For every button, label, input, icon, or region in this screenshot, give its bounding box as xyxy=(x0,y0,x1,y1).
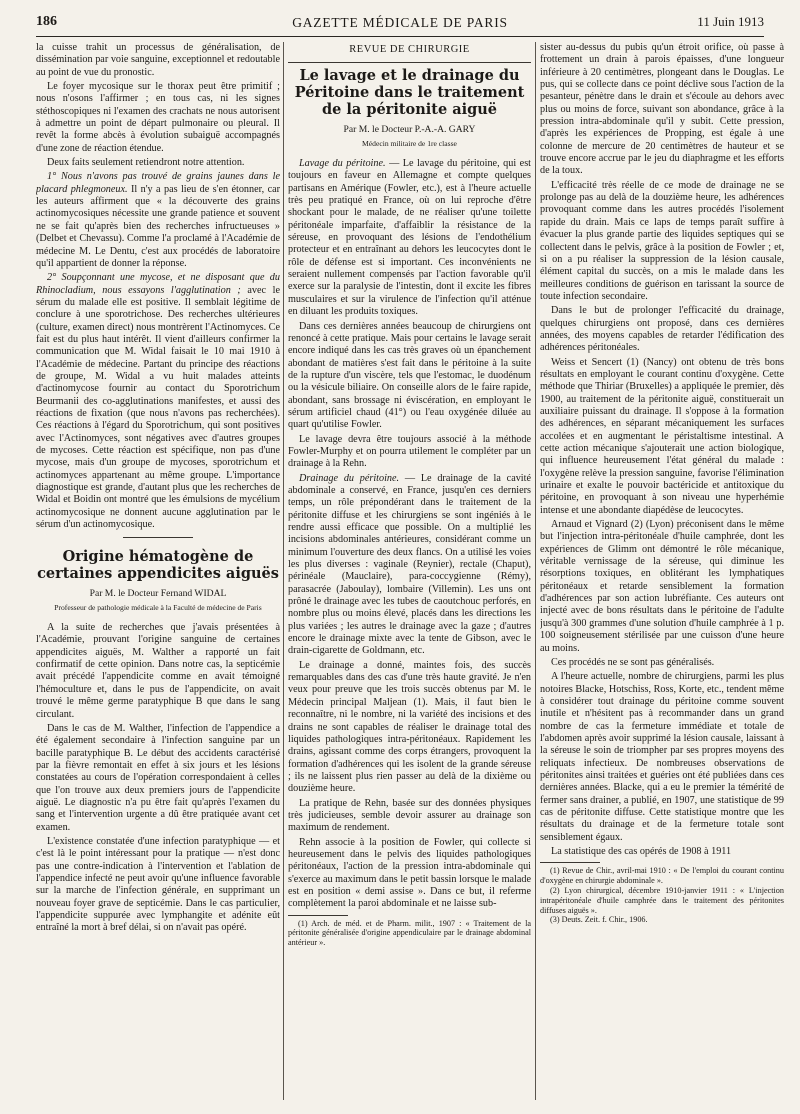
section-divider xyxy=(288,62,531,63)
column-divider xyxy=(535,42,536,1100)
paragraph: La statistique des cas opérés de 1908 à 1911 xyxy=(551,846,732,857)
paragraph: la cuisse trahit un processus de généralisation, de dissémination par voie sanguine, exceptionnel et redoutable au point de vue du pronostic. xyxy=(36,42,280,78)
paragraph-body: avec le sérum du malade elle est positive. Il semblait légitime de conclure à une sporotrichose. Des recherches ultérieures (culture, examen direct) nous montrèrent l'Actinomyces. Ce fait est du plus haut intérêt. Il vient d'ailleurs confirmer la communication que M. Widal faisait le 10 mai 1910 à l'Académie de médecine. Partant du principe des réactions de groupe, M. Widal a vu huit malades atteints d'actinomycose fournir au contact du Sporotrichum Beurmanii des co-agglutinations manifestes, et aussi des réactions de fixation (que nous n'avons pas recherchées). Ces réactions à l'égard du Sporotrichum, qui sont positives avec l'Actinomyces, sont négatives avec d'autres groupes de mycoses. Cette réaction est spécifique, non pas d'une mycose, mais d'un groupe de mycoses, sporotrichum et actinomyces appartenant au même groupe. L'importance diagnostique est grande, d'autant plus que les recherches de Widal et Boidin ont montré que les émulsions de mycélium actinomycosique ne donnent aucune agglutination par le sérum d'un actinomycosique. xyxy=(36,284,280,531)
paragraph: Ces procédés ne se sont pas généralisés. xyxy=(551,656,715,668)
article-byline: Par M. le Docteur P.-A.-A. GARY xyxy=(343,124,476,136)
paragraph: Le lavage devra être toujours associé à la méthode Fowler-Murphy et on pourra utilement le compléter par un drainage à la Rehn. xyxy=(288,433,531,470)
paragraph: Dans ces dernières années beaucoup de chirurgiens ont renoncé à cette pratique. Mais pour certains le lavage serait encore indiqué dans les cas très graves où un épanchement abondant de matières s'est fait dans le péritoine à la suite de la rupture d'un viscère, tels que l'estomac, le duodénum ou la vésicule biliaire. On conseille alors de le faire rapide, abondant, sans brossage ni éviscération, en employant le sérum artificiel chaud (41°) ou l'eau oxygénée diluée au quart qu'utilise Fowler. xyxy=(288,320,531,431)
article-byline: Par M. le Docteur Fernand WIDAL xyxy=(89,588,227,600)
column-left xyxy=(36,42,280,1102)
paragraph: Dans le cas de M. Walther, l'infection de l'appendice a été également secondaire à l'infection sanguine par un bacille paratyphique B. Le début des accidents caractérisé par la fièvre remontait en effet à six jours et les lésions constatées au cours de l'opération correspondaient à celles que l'on trouve aux deux premiers jours de l'appendicite aiguë. Le diagnostic n'a pu être fait qu'après l'examen du sang et l'intervention urgente a dû être pratiquée avant cet examen. xyxy=(36,722,280,833)
paragraph-body: — Le drainage de la cavité abdominale a conservé, en France, jusqu'en ces derniers temps, un rôle prépondérant dans le traitement de la péritonite diffuse et les chirurgiens se sont ingéniés à le rendre aussi efficace que possible. On a multiplié les incisions abdominales antérieures, considérant comme un minimum l'ouverture des deux flancs. On a utilisé les voies les plus diverses : vaginale (Reynier), rectale (Chaput), périnéale (Mauclaire), para-coccygienne (Rémy), parasacrée (Jaboulay), lombaire (Villemin). Les uns ont prôné le drainage avec les tubes de caoutchouc perforés, en nombre plus ou moins élevé, placés dans les directions les plus variées ; les autres le drainage avec la gaze ; d'autres encore le drainage mixte avec la tente de Gibson, avec le drain-cigarette de Goldmann, etc. xyxy=(288,472,531,657)
paragraph: sister au-dessus du pubis qu'un étroit orifice, où passe à frottement un drain à parois épaisses, d'une longueur inférieure à 20 centimètres, plongeant dans le Douglas. Le pus, qui se collecte dans ce point déclive sous l'action de la pesanteur, pénètre dans le drain et s'écoule au dehors avec plus ou moins de force, suivant son abondance, grâce à la pression intra-abdominale qu'il y subit. Cette pression, d'après les expériences de Propping, est égale à une colonne de mercure de 20 centimètres de hauteur et se trouve encore accrue par le jeu du diaphragme et les efforts de la toux. xyxy=(540,42,784,177)
column-right xyxy=(540,42,784,1102)
paragraph-lead: 1° Nous n'avons pas trouvé de grains jaunes dans le placard phlegmoneux. xyxy=(36,171,280,195)
paragraph: La pratique de Rehn, basée sur des données physiques très judicieuses, semble devoir assurer au drainage son maximum de rendement. xyxy=(288,797,531,834)
author-affiliation: Médecin militaire de 1re classe xyxy=(362,138,457,148)
footnote-divider xyxy=(288,915,348,916)
article-title: Le lavage et le drainage du Péritoine dans le traitement de la péritonite aiguë xyxy=(294,67,525,119)
paragraph: Arnaud et Vignard (2) (Lyon) préconisent dans le même but l'injection intra-péritonéale d'huile camphrée, dont les expériences de Glimm ont démontré le rôle mécanique, véritable vernissage de la séreuse, qui diminue les résorptions toxiques, en oblitérant les lymphatiques péritonéaux et retarde sensiblement la formation d'adhérences par son action lubréfiante. Ces auteurs ont injecté avec de bons résultats dans le péritoine de l'adulte jusqu'à 300 grammes d'une solution d'huile camphrée à 1 p. 100 soigneusement stérilisée par une cuisson d'une heure au moins. xyxy=(540,519,784,654)
issue-date: 11 Juin 1913 xyxy=(697,14,764,29)
paragraph: Dans le but de prolonger l'efficacité du drainage, quelques chirurgiens ont proposé, dans ces dernières années, des moyens capables de retarder l'édification des adhérences péritonéales. xyxy=(540,305,784,354)
paragraph-lead: Drainage du péritoine. xyxy=(299,472,400,484)
journal-title: GAZETTE MÉDICALE DE PARIS xyxy=(292,15,508,30)
section-heading: REVUE DE CHIRURGIE xyxy=(349,44,470,55)
paragraph: L'efficacité très réelle de ce mode de drainage ne se prolonge pas au delà de la douzième heure, les adhérences provoquant comme dans les autres procédés l'isolement rapide du drain. Mais ce laps de temps paraît suffire à évacuer la plus grande partie des liquides septiques qui se collectent dans le pelvis, grâce à la position de Fowler ; et, si on a pu réaliser la suppression de la lésion causale, élément capital du succès, on a mis le malade dans les meilleures conditions de guérison en tarissant la source de toute infection secondaire. xyxy=(540,179,784,302)
paragraph: A l'heure actuelle, nombre de chirurgiens, parmi les plus notoires Blacke, Hotschiss, Ross, Korte, etc., tendent même à considérer tout drainage du péritoine comme souvent inutile et n'hésitent pas à recommander dans un grand nombre de cas la fermeture immédiate et totale de l'abdomen après avoir supprimé la lésion causale, laissant à la séreuse le soin de triompher par ses propres moyens des reliquats infectieux. De nombreuses observations de péritonites ainsi traitées et guéries ont été publiées dans ces dernières années. Blacke, qui a eu le premier la témérité de fermer sans drainer, a publié, en 1907, une statistique de 99 cas de péritonite diffuse. Cette statistique montre que les résultats du drainage et de la fermeture totale sont sensiblement égaux. xyxy=(540,671,784,843)
footnote: (2) Lyon chirurgical, décembre 1910-janvier 1911 : « L'injection intrapéritonéale d'huile camphrée dans le traitement des péritonites diffuses aiguës ». xyxy=(540,885,784,915)
paragraph: L'existence constatée d'une infection paratyphique — et c'est là le point intéressant pour la pratique — n'est donc pas une contre-indication à l'intervention et l'ablation de l'appendice infecté ne peut avoir qu'une influence favorable sur la marche de l'infection générale, en supprimant un nouveau foyer grave de septicémie. Dans le cas particulier, l'appendicite suppurée avec lymphangite et adénite eût entraîné la mort à bref délai, si on n'avait pas opéré. xyxy=(36,835,280,934)
paragraph xyxy=(288,473,531,658)
paragraph xyxy=(288,158,531,318)
page-number: 186 xyxy=(36,14,57,29)
paragraph: Le foyer mycosique sur le thorax peut être primitif ; nous n'osons l'affirmer ; en tous cas, ni les signes stéthoscopiques ni l'examen des crachats ne nous autorisent à admettre un point de départ pulmonaire ou pleural. Il revêt la forme abcès à évolution subaiguë accompagnés d'une zone de réaction étendue. xyxy=(36,81,280,154)
footnote: (1) Revue de Chir., avril-mai 1910 : « De l'emploi du courant continu d'oxygène en chirurgie abdominale ». xyxy=(540,866,784,886)
paragraph xyxy=(36,171,280,270)
paragraph: Deux faits seulement retiendront notre attention. xyxy=(47,157,245,169)
paragraph: Le drainage a donné, maintes fois, des succès remarquables dans des cas d'une très haute gravité. Je n'en veux pour preuve que les trois succès obtenus par M. le Médecin principal Maljean (1). Mais, il faut bien le reconnaître, ni le nombre, ni la variété des incisions et des drains ne sont capables de réaliser le drainage total des liquides pathologiques intra-péritonéaux. Rapidement les drains, agissant comme des corps étrangers, provoquent la formation d'adhérences qui les isolent de la grande séreuse ; ils ne laissent plus rien passer au delà de la dixième ou douzième heure. xyxy=(288,659,531,795)
paragraph-body: Il n'y a pas lieu de s'en étonner, car les auteurs affirment que « la découverte des grains actinomycosiques nécessite une grande patience et souvent ne se fait qu'après bien des recherches infructueuses » (Delbet et Chevassu). Comme l'a proclamé à l'Académie de médecine M. Le Dentu, c'est aux procédés de laboratoire qu'il appartient de donner la réponse. xyxy=(36,183,280,269)
column-divider xyxy=(283,42,284,1100)
page-header xyxy=(36,14,764,37)
paragraph: A la suite de recherches que j'avais présentées à l'Académie, prouvant l'origine sanguine de certaines appendicites aiguës, M. Walther a rapporté un fait confirmatif de cette opinion. Dans notre cas, la septicémie avait précédé l'appendicite comme en avait témoigné l'hémoculture et, dans le pus de l'appendicite, on avait trouvé le même germe paratyphique B que dans le sang circulant. xyxy=(36,622,280,720)
paragraph-lead: 2° Soupçonnant une mycose, et ne disposant que du Rhinocladium, nous essayons l'agglutination ; xyxy=(36,272,280,296)
paragraph: Weiss et Sencert (1) (Nancy) ont obtenu de très bons résultats en employant le courant continu d'oxygène. Cette méthode que Thiriar (Bruxelles) a appliquée le premier, dès 1900, au traitement de la péritonite aiguë, constituerait un auxiliaire puissant du drainage. Il s'oppose à la formation des adhérences, en séparant mécaniquement les surfaces accolées et en augmentant le péristaltisme intestinal. A cette action mécanique s'ajouterait une action biologique, qui influence heureusement l'état général du malade : l'oxygène relève la pression sanguine, favorise l'élimination urinaire et exalte le pouvoir bactéricide et antitoxique du péritoine, en provoquant à son niveau une hyperhémie intense et une abondante diapédèse de leucocytes. xyxy=(540,356,784,516)
footnote: (3) Deuts. Zeit. f. Chir., 1906. xyxy=(550,915,648,925)
paragraph-body: — Le lavage du péritoine, qui est toujours en faveur en Allemagne et compte quelques partisans en Amérique (Fowler, etc.), est à l'heure actuelle très peu pratiqué en France, où on lui reproche d'être shockant pour le malade, de ne réaliser qu'une toilette péritonéale imparfaite, d'affaiblir la résistance de la séreuse, en provoquant des lésions de l'endothélium protecteur et en entraînant au dehors les leucocytes dont le rôle de défense est si important. Ces inconvénients ne seraient nullement compensés par l'action favorable qu'il exerce sur la paralysie de l'intestin, dont il excite les fibres musculaires et sur la virulence de l'infection qu'il atténue en diluant les produits toxiques. xyxy=(288,158,531,318)
column-middle xyxy=(288,42,531,1102)
footnote: (1) Arch. de méd. et de Pharm. milit., 1907 : « Traitement de la péritonite généralisée d'origine appendiculaire par le drainage abdominal antérieur ». xyxy=(288,918,531,948)
footnote-divider xyxy=(540,862,600,863)
paragraph: Rehn associe à la position de Fowler, qui collecte si heureusement dans le pelvis des liquides pathologiques péritonéaux, l'action de la pression intra-abdominale qui s'exerce au maximum dans le petit bassin lorsque le malade est en position « demi assise ». Dans ce but, il referme complètement la paroi abdominale et ne laisse sub- xyxy=(288,836,531,910)
paragraph xyxy=(36,272,280,531)
author-affiliation: Professeur de pathologie médicale à la Faculté de médecine de Paris xyxy=(54,602,262,612)
section-divider xyxy=(123,537,193,538)
article-title: Origine hématogène de certaines appendicites aiguës xyxy=(37,548,279,583)
paragraph-lead: Lavage du péritoine. xyxy=(299,158,386,170)
